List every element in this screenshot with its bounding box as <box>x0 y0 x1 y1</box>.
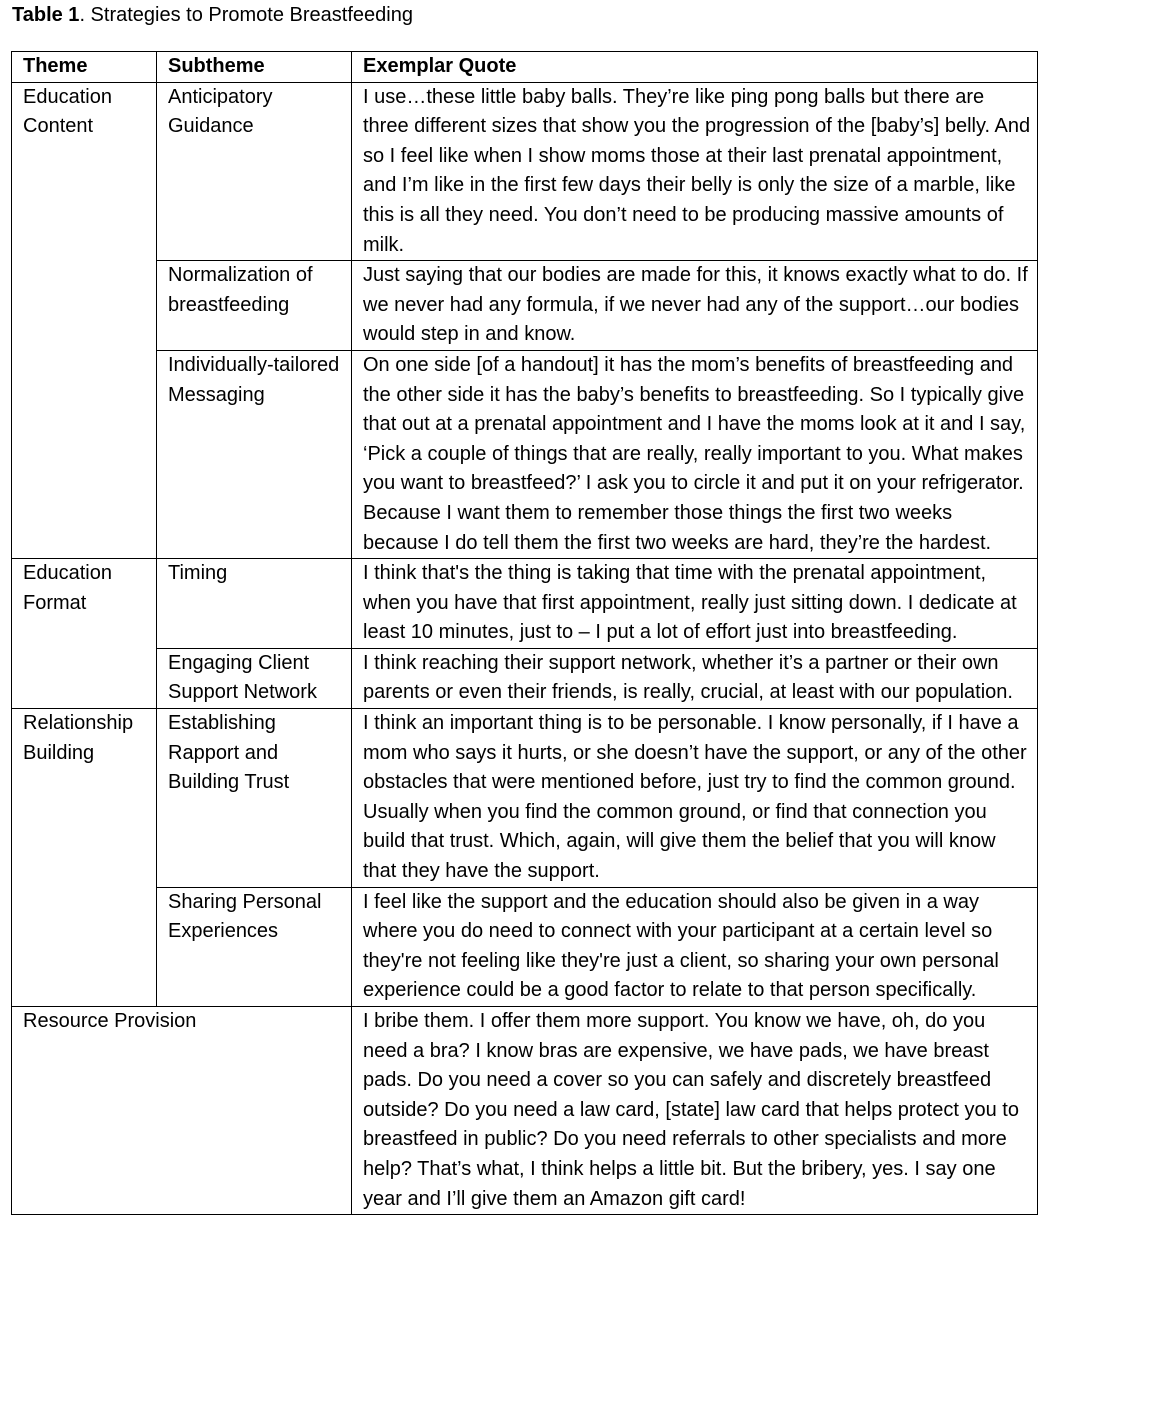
header-subtheme: Subtheme <box>157 52 352 83</box>
quote-cell: I feel like the support and the education should also be given in a way where you do need to connect with your participant at a certain level so they're not feeling like they're just a client, so sharing your own personal experience could be a good factor to relate to that person specifically. <box>352 887 1038 1006</box>
theme-cell: Resource Provision <box>12 1007 352 1215</box>
theme-cell: Relationship Building <box>12 709 157 1007</box>
table-row <box>12 1007 1038 1215</box>
subtheme-cell: Engaging Client Support Network <box>157 648 352 708</box>
table-row <box>12 648 1038 708</box>
table-row <box>12 559 1038 649</box>
table-row <box>12 887 1038 1006</box>
quote-cell: Just saying that our bodies are made for this, it knows exactly what to do. If we never had any formula, if we never had any of the support…our bodies would step in and know. <box>352 261 1038 351</box>
quote-cell: I bribe them. I offer them more support. You know we have, oh, do you need a bra? I know bras are expensive, we have pads, we have breast pads. Do you need a cover so you can safely and discretely breastfeed outside? Do you need a law card, [state] law card that helps protect you to breastfeed in public? Do you need referrals to other specialists and more help? That’s what, I think helps a little bit. But the bribery, yes. I say one year and I’ll give them an Amazon gift card! <box>352 1007 1038 1215</box>
table-row <box>12 261 1038 351</box>
subtheme-cell: Anticipatory Guidance <box>157 82 352 261</box>
quote-cell: I think reaching their support network, whether it’s a partner or their own parents or even their friends, is really, crucial, at least with our population. <box>352 648 1038 708</box>
table-row <box>12 82 1038 261</box>
quote-cell: I think an important thing is to be personable. I know personally, if I have a mom who says it hurts, or she doesn’t have the support, or any of the other obstacles that were mentioned before, just try to find the common ground. Usually when you find the common ground, or find that connection you build that trust. Which, again, will give them the belief that you will know that they have the support. <box>352 709 1038 888</box>
table-row <box>12 350 1038 558</box>
subtheme-cell: Normalization of breastfeeding <box>157 261 352 351</box>
table-row <box>12 709 1038 888</box>
table-header-row <box>12 52 1038 83</box>
quote-cell: I use…these little baby balls. They’re like ping pong balls but there are three different sizes that show you the progression of the [baby’s] belly. And so I feel like when I show moms those at their last prenatal appointment, and I’m like in the first few days their belly is only the size of a marble, like this is all they need. You don’t need to be producing massive amounts of milk. <box>352 82 1038 261</box>
header-exemplar-quote: Exemplar Quote <box>352 52 1038 83</box>
subtheme-cell: Timing <box>157 559 352 649</box>
subtheme-cell: Establishing Rapport and Building Trust <box>157 709 352 888</box>
quote-cell: On one side [of a handout] it has the mom’s benefits of breastfeeding and the other side it has the baby’s benefits to breastfeeding. So I typically give that out at a prenatal appointment and I have the moms look at it and I say, ‘Pick a couple of things that are really, really important to you. What makes you want to breastfeed?’ I ask you to circle it and put it on your refrigerator. Because I want them to remember those things the first two weeks because I do tell them the first two weeks are hard, they’re the hardest. <box>352 350 1038 558</box>
header-theme: Theme <box>12 52 157 83</box>
quote-cell: I think that's the thing is taking that time with the prenatal appointment, when you have that first appointment, really just sitting down. I dedicate at least 10 minutes, just to – I put a lot of effort just into breastfeeding. <box>352 559 1038 649</box>
theme-cell: Education Content <box>12 82 157 559</box>
table-caption-label: Table 1 <box>12 4 80 26</box>
table-caption-text: . Strategies to Promote Breastfeeding <box>79 4 413 26</box>
strategies-table <box>11 51 1038 1215</box>
table-caption <box>12 2 413 28</box>
subtheme-cell: Sharing Personal Experiences <box>157 887 352 1006</box>
subtheme-cell: Individually-tailored Messaging <box>157 350 352 558</box>
theme-cell: Education Format <box>12 559 157 709</box>
